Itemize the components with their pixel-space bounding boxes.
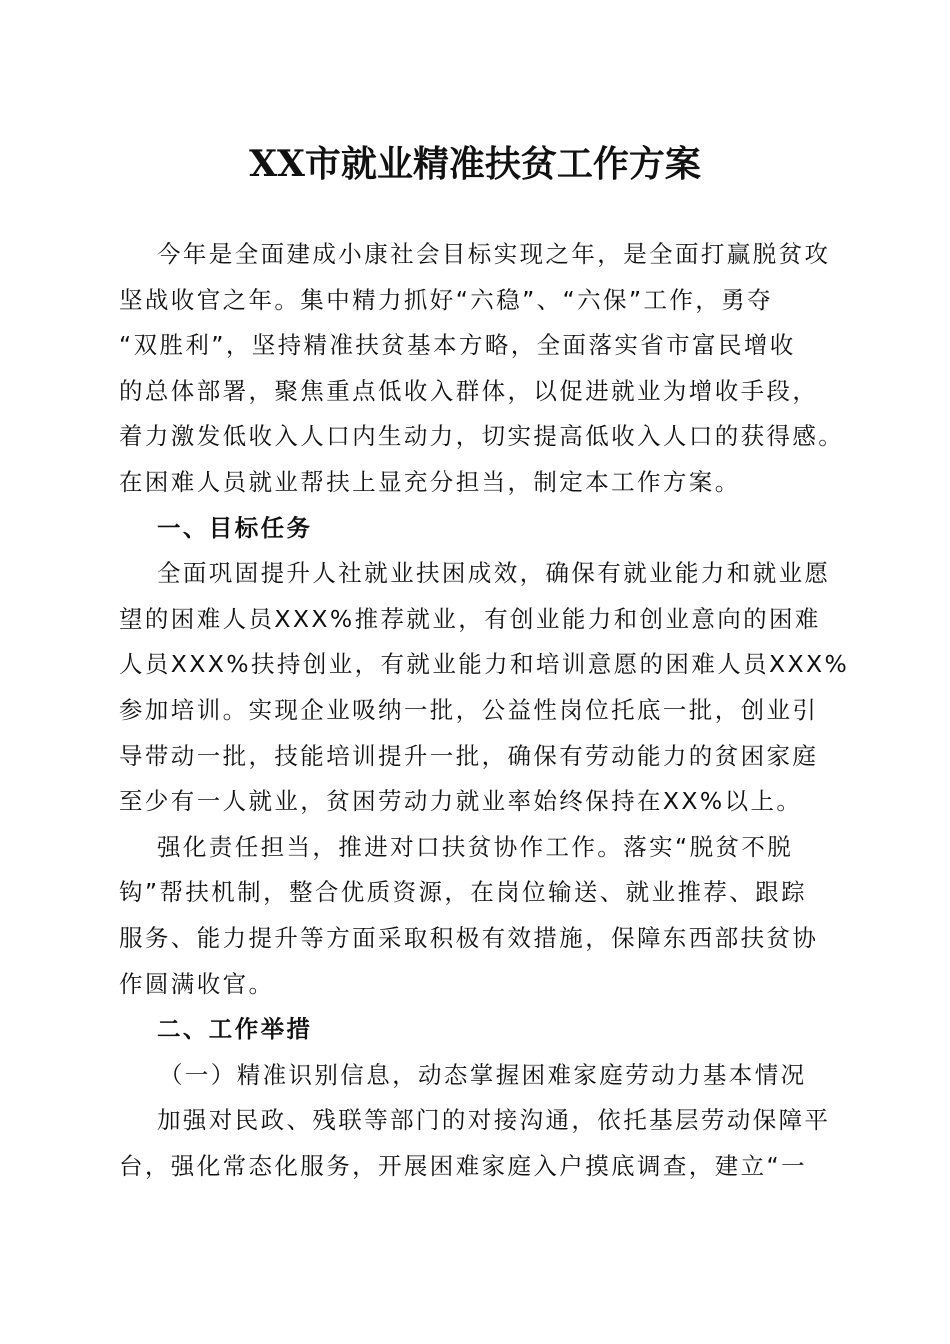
paragraph-line: 至少有一人就业，贫困劳动力就业率始终保持在XX%以上。	[119, 787, 803, 816]
subsection-heading: （一）精准识别信息，动态掌握困难家庭劳动力基本情况	[159, 1060, 807, 1089]
section-heading-measures: 二、工作举措	[157, 1015, 313, 1044]
paragraph-line: 钩”帮扶机制，整合优质资源，在岗位输送、就业推荐、跟踪	[119, 878, 807, 907]
document-title: XX市就业精准扶贫工作方案	[249, 143, 701, 185]
paragraph-line: “双胜利”，坚持精准扶贫基本方略，全面落实省市富民增收	[119, 331, 796, 360]
paragraph-line: 强化责任担当，推进对口扶贫协作工作。落实“脱贫不脱	[157, 832, 794, 861]
paragraph-line: 导带动一批，技能培训提升一批，确保有劳动能力的贫困家庭	[119, 741, 819, 770]
paragraph-line: 参加培训。实现企业吸纳一批，公益性岗位托底一批，创业引	[119, 695, 819, 724]
section-heading-goals: 一、目标任务	[157, 513, 313, 542]
paragraph-line: 在困难人员就业帮扶上显充分担当，制定本工作方案。	[119, 467, 741, 496]
document-body	[119, 232, 850, 1189]
paragraph-line: 人员XXX%扶持创业，有就业能力和培训意愿的困难人员XXX%	[119, 650, 850, 679]
paragraph-line: 今年是全面建成小康社会目标实现之年，是全面打赢脱贫攻	[157, 240, 831, 268]
paragraph-line: 作圆满收官。	[119, 969, 275, 998]
paragraph-line: 着力激发低收入人口内生动力，切实提高低收入人口的获得感。	[119, 422, 845, 451]
paragraph-line: 服务、能力提升等方面采取积极有效措施，保障东西部扶贫协	[119, 923, 819, 952]
paragraph-line: 坚战收官之年。集中精力抓好“六稳”、“六保”工作，勇夺	[119, 285, 773, 314]
paragraph-line: 的总体部署，聚焦重点低收入群体，以促进就业为增收手段，	[119, 376, 819, 405]
paragraph-line: 加强对民政、残联等部门的对接沟通，依托基层劳动保障平	[157, 1106, 831, 1135]
paragraph-line: 台，强化常态化服务，开展困难家庭入户摸底调查，建立“一	[119, 1151, 807, 1180]
paragraph-line: 望的困难人员XXX%推荐就业，有创业能力和创业意向的困难	[119, 604, 821, 633]
paragraph-line: 全面巩固提升人社就业扶困成效，确保有就业能力和就业愿	[157, 559, 831, 588]
